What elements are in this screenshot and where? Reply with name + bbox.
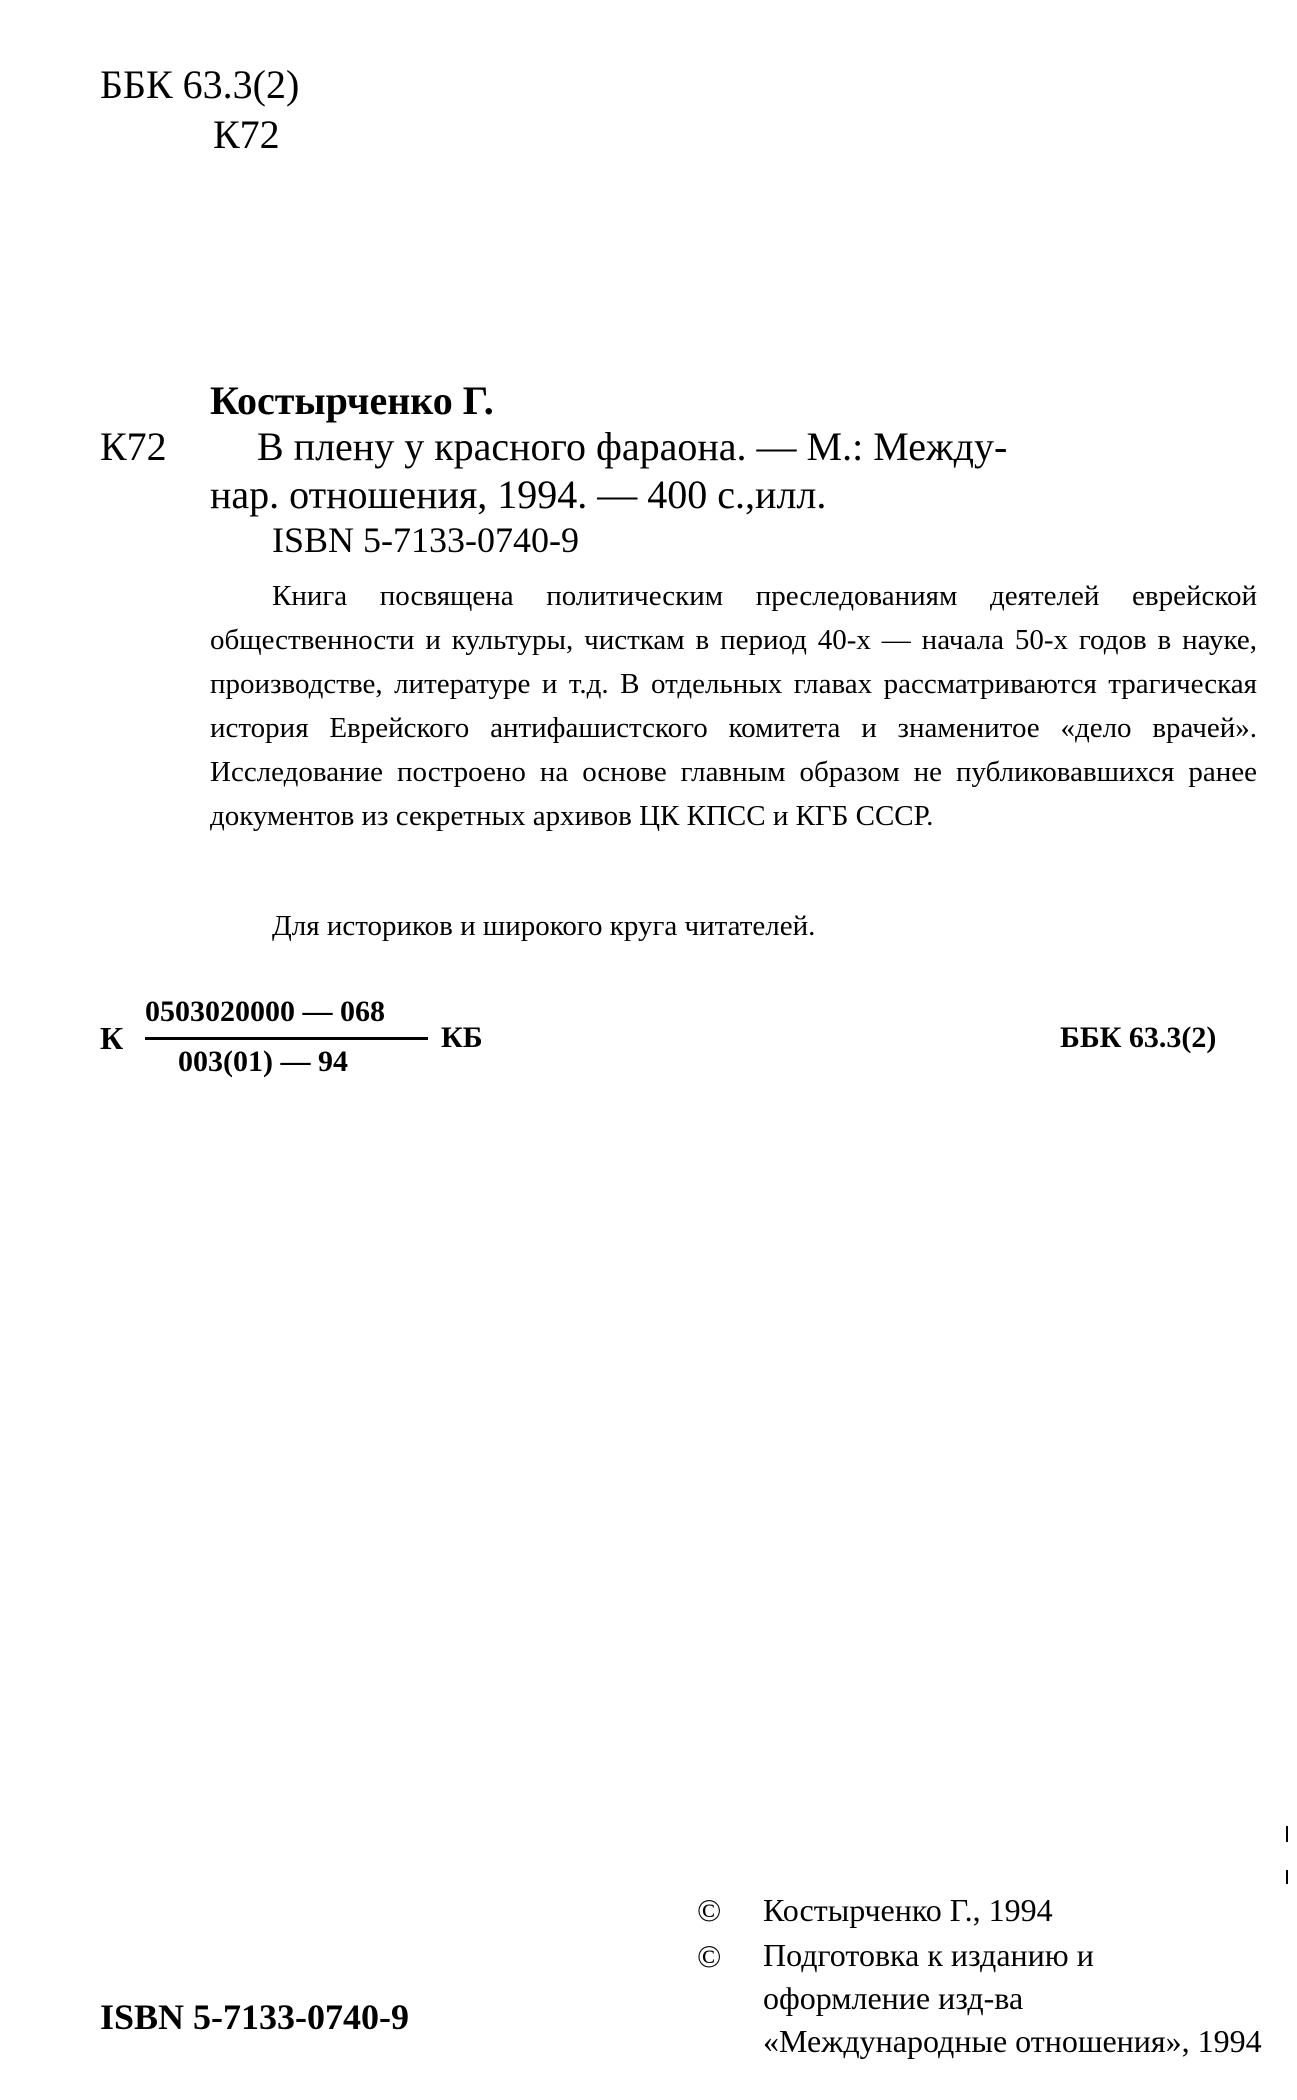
- catalog-suffix: КБ: [441, 1021, 483, 1054]
- entry-author-code: К72: [100, 424, 167, 469]
- copyright-author: Костырченко Г., 1994: [763, 1892, 1053, 1928]
- copyright-icon: ©: [697, 1938, 722, 1974]
- copyright-publisher: Подготовка к изданию и оформление изд-ва «Международные отношения», 1994: [763, 1937, 1262, 2059]
- catalog-letter: К: [100, 1020, 124, 1056]
- copyright-icon: ©: [697, 1892, 722, 1928]
- catalog-denominator: 003(01) — 94: [178, 1045, 348, 1078]
- entry-isbn: ISBN 5-7133-0740-9: [272, 520, 579, 560]
- annotation-paragraph: Книга посвящена политическим преследованиям деятелей еврейской общественности и культуры, чисткам в период 40-х — начала 50-х годов в науке, производстве, литературе и т.д. В отдельных главах рассматриваются трагическая история Еврейского антифашистского комитета и знаменитое «дело врачей». Исследование построено на основе главным образом не публиковавшихся ранее документов из секретных архивов ЦК КПСС и КГБ СССР.: [210, 580, 1257, 832]
- annotation-audience: Для историков и широкого круга читателей.: [272, 910, 816, 942]
- catalog-numerator: 0503020000 — 068: [145, 995, 385, 1028]
- entry-author: Костырченко Г.: [210, 378, 494, 423]
- entry-title-line-1: В плену у красного фараона. — М.: Между-: [257, 424, 1008, 469]
- catalog-bbk: ББК 63.3(2): [1060, 1021, 1217, 1054]
- scan-mark: [1286, 1870, 1288, 1884]
- entry-title-line-2: нар. отношения, 1994. — 400 с.,илл.: [210, 472, 827, 517]
- header-bbk-code: ББК 63.3(2): [100, 62, 300, 107]
- catalog-fraction-bar: [145, 1037, 428, 1040]
- scan-mark: [1286, 1826, 1288, 1842]
- footer-isbn: ISBN 5-7133-0740-9: [100, 1997, 410, 2037]
- header-author-code: К72: [213, 112, 280, 157]
